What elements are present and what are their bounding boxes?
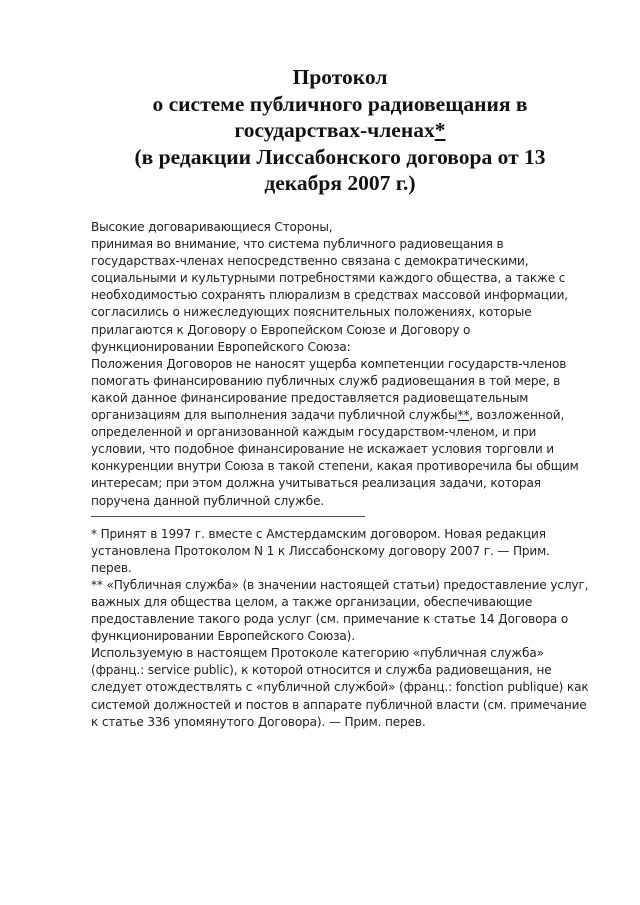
title-line-1: Протокол: [292, 65, 388, 89]
provision-line-text: организациям для выполнения задачи публичной службы: [91, 408, 458, 423]
preamble-line: согласились о нижеследующих пояснительных положениях, которые: [91, 305, 532, 320]
title-line-2: о системе публичного радиовещания в: [152, 91, 528, 116]
provision-line: Положения Договоров не наносят ущерба компетенции государств-членов: [91, 356, 567, 371]
footnote-line: ** «Публичная служба» (в значении настоящей статьи) предоставление услуг,: [91, 577, 589, 592]
footnote-line: Используемую в настоящем Протоколе категорию «публичная служба»: [91, 646, 544, 661]
preamble-line: социальными и культурными потребностями каждого общества, а также с: [91, 271, 566, 286]
preamble-line: функционировании Европейского Союза:: [91, 339, 351, 354]
footnote-line: системой должностей и постов в аппарате публичной власти (см. примечание: [91, 697, 587, 712]
footnote-link-2[interactable]: **: [457, 408, 470, 423]
provision-line: помогать финансированию публичных служб радиовещания в той мере, в: [91, 373, 561, 388]
provision-line: определенной и организованной каждым государством-членом, и при: [91, 425, 537, 440]
provision-line: интересам; при этом должна учитываться реализация задачи, которая: [91, 476, 541, 491]
preamble-line: необходимостью сохранять плюрализм в средствах массовой информации,: [91, 288, 568, 303]
provision-line: поручена данной публичной службе.: [91, 493, 325, 508]
title-line-3-text: государствах-членах: [234, 118, 435, 142]
preamble-line: государствах-членах непосредственно связана с демократическими,: [91, 254, 529, 269]
footnote-1: [91, 526, 601, 577]
provision-line: конкуренции внутри Союза в такой степени, какая противоречила бы общим: [91, 459, 579, 474]
provision-line: условии, что подобное финансирование не искажает условия торговли и: [91, 442, 554, 457]
provision-line: [91, 407, 601, 424]
preamble-line: прилагаются к Договору о Европейском Союзе и Договору о: [91, 322, 471, 337]
preamble: [91, 219, 601, 356]
preamble-line: Высокие договаривающиеся Стороны,: [91, 220, 333, 234]
footnote-line: установлена Протоколом N 1 к Лиссабонскому договору 2007 г. — Прим.: [91, 543, 550, 558]
provision-line-text: , возложенной,: [469, 408, 565, 423]
provision-line: какой данное финансирование предоставляется радиовещательным: [91, 390, 529, 405]
footnote-line: (франц.: service public), к которой относится и служба радиовещания, не: [91, 663, 552, 678]
footnote-line: важных для общества целом, а также организации, обеспечивающие: [91, 594, 533, 609]
title-line-4: (в редакции Лиссабонского договора от 13: [134, 144, 546, 169]
preamble-line: принимая во внимание, что система публичного радиовещания в: [91, 237, 504, 252]
footnote-line: * Принят в 1997 г. вместе с Амстердамским договором. Новая редакция: [91, 526, 546, 541]
provision-paragraph: [91, 356, 601, 510]
footnote-2: [91, 577, 601, 731]
footnote-line: к статье 336 упомянутого Договора). — Прим. перев.: [91, 714, 426, 729]
document-body: [91, 219, 601, 731]
title-line-3: [90, 117, 590, 144]
footnote-line: функционировании Европейского Союза).: [91, 629, 355, 644]
document-title: [90, 64, 590, 197]
footnote-separator: [91, 516, 365, 517]
title-line-5: декабря 2007 г.): [264, 171, 416, 195]
footnote-line: перев.: [91, 560, 132, 575]
footnote-line: предоставление такого рода услуг (см. примечание к статье 14 Договора о: [91, 612, 569, 627]
title-footnote-link[interactable]: *: [434, 118, 446, 142]
footnote-line: следует отождествлять с «публичной службой» (франц.: fonction publique) как: [91, 680, 589, 695]
